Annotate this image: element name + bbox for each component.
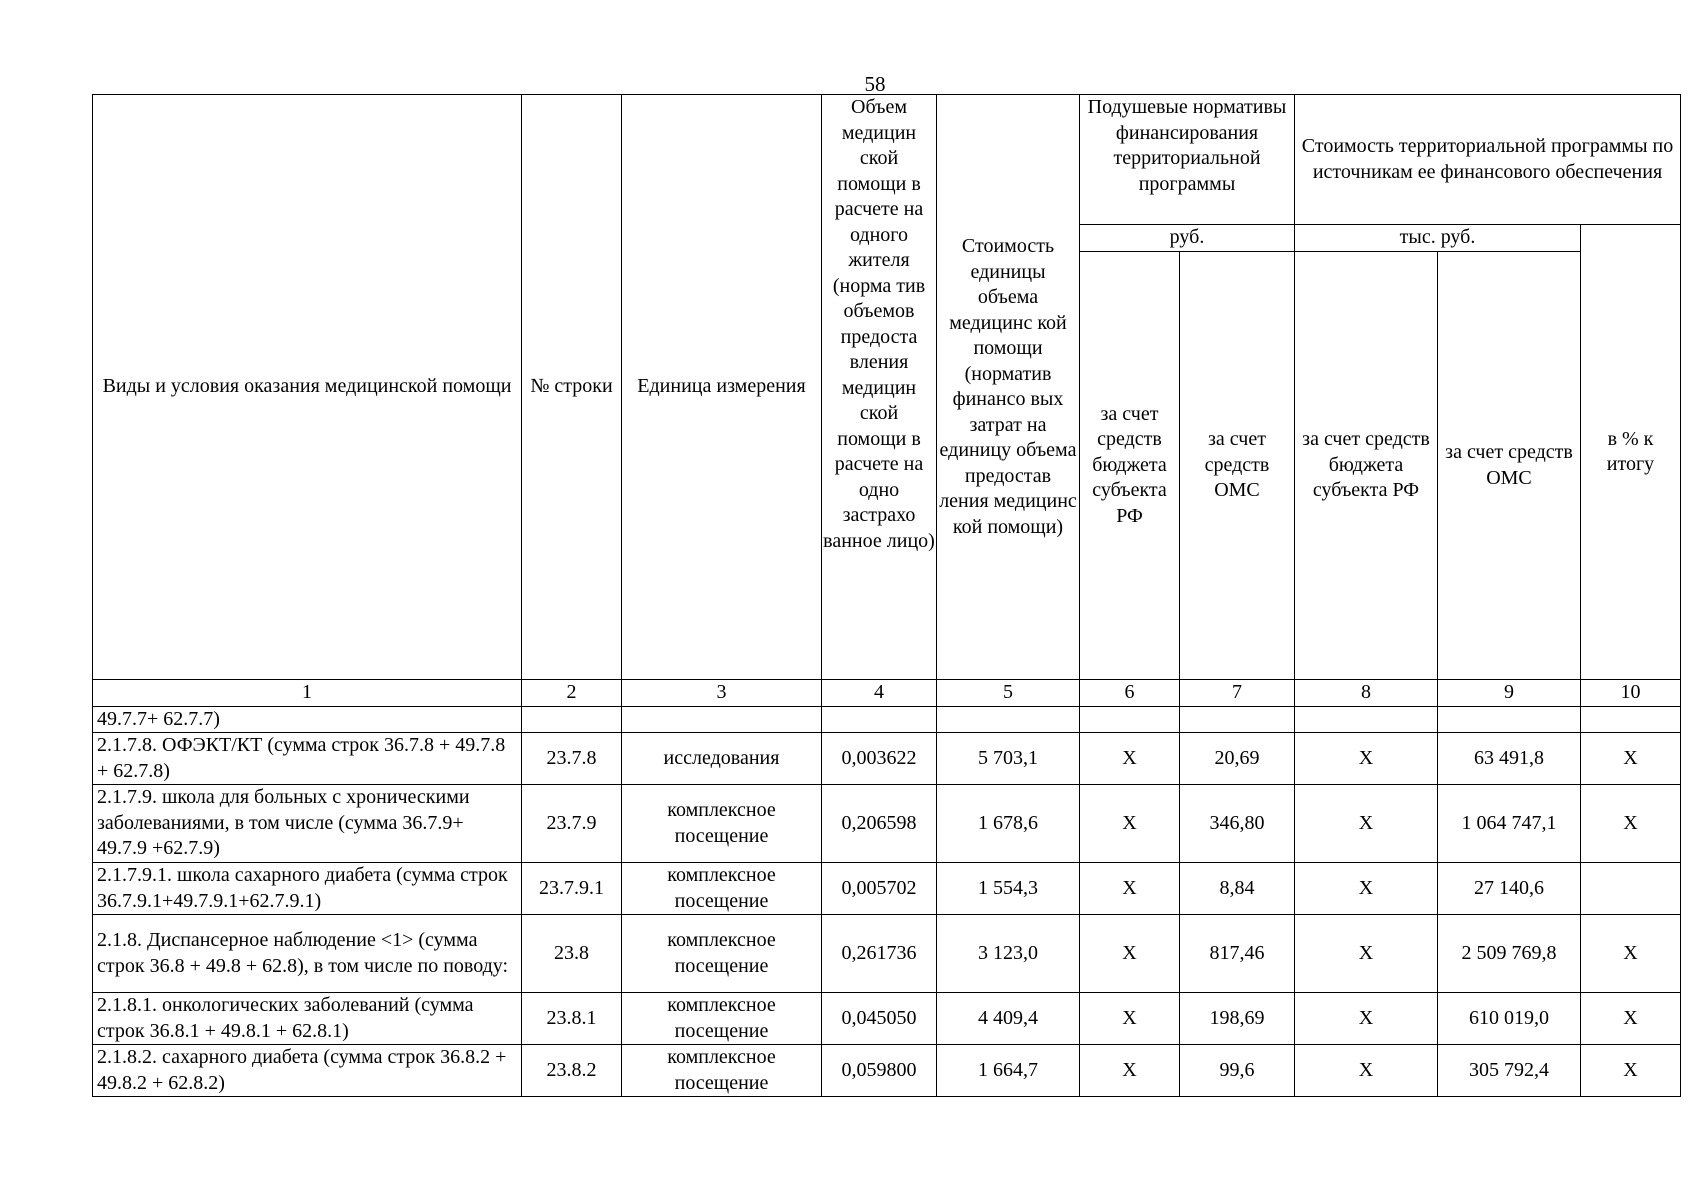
cost-cell: 4 409,4 bbox=[937, 993, 1080, 1045]
header-oms-col9: за счет средств ОМС bbox=[1438, 252, 1581, 680]
header-unit: Единица измерения bbox=[622, 95, 822, 680]
oms-thous-cell: 305 792,4 bbox=[1438, 1045, 1581, 1097]
financing-table bbox=[92, 94, 1681, 1097]
header-kind: Виды и условия оказания медицинской помощи bbox=[93, 95, 522, 680]
volume-cell bbox=[822, 706, 937, 733]
header-per-capita: Подушевые нормативы финансирования территориальной программы bbox=[1080, 95, 1295, 225]
unit-cell bbox=[622, 706, 822, 733]
budget-rub-cell: X bbox=[1080, 733, 1180, 785]
kind-cell: 2.1.7.9. школа для больных с хроническими заболеваниями, в том числе (сумма 36.7.9+ 49.7.9 +62.7.9) bbox=[93, 785, 522, 863]
oms-rub-cell: 99,6 bbox=[1180, 1045, 1295, 1097]
table-row bbox=[93, 733, 1681, 785]
percent-cell bbox=[1581, 706, 1681, 733]
budget-thous-cell: X bbox=[1295, 1045, 1438, 1097]
col-number: 4 bbox=[822, 680, 937, 707]
unit-cell: комплексное посещение bbox=[622, 785, 822, 863]
table-body bbox=[93, 706, 1681, 1097]
percent-cell: X bbox=[1581, 1045, 1681, 1097]
row-no-cell: 23.7.8 bbox=[522, 733, 622, 785]
kind-cell: 2.1.8.1. онкологических заболеваний (сумма строк 36.8.1 + 49.8.1 + 62.8.1) bbox=[93, 993, 522, 1045]
oms-rub-cell bbox=[1180, 706, 1295, 733]
kind-cell: 2.1.7.8. ОФЭКТ/КТ (сумма строк 36.7.8 + 49.7.8 + 62.7.8) bbox=[93, 733, 522, 785]
oms-thous-cell: 63 491,8 bbox=[1438, 733, 1581, 785]
table-row bbox=[93, 915, 1681, 993]
col-number: 5 bbox=[937, 680, 1080, 707]
header-rub: руб. bbox=[1080, 225, 1295, 252]
kind-cell: 2.1.7.9.1. школа сахарного диабета (сумма строк 36.7.9.1+49.7.9.1+62.7.9.1) bbox=[93, 863, 522, 915]
row-no-cell: 23.8.1 bbox=[522, 993, 622, 1045]
oms-rub-cell: 817,46 bbox=[1180, 915, 1295, 993]
budget-rub-cell: X bbox=[1080, 1045, 1180, 1097]
oms-rub-cell: 8,84 bbox=[1180, 863, 1295, 915]
header-cost: Стоимость единицы объема медицинс кой помощи (норматив финансо вых затрат на единицу объема предостав ления медицинс кой помощи) bbox=[937, 95, 1080, 680]
percent-cell: X bbox=[1581, 785, 1681, 863]
oms-thous-cell bbox=[1438, 706, 1581, 733]
budget-thous-cell: X bbox=[1295, 915, 1438, 993]
header-program-cost: Стоимость территориальной программы по источникам ее финансового обеспечения bbox=[1295, 95, 1681, 225]
volume-cell: 0,261736 bbox=[822, 915, 937, 993]
budget-thous-cell: X bbox=[1295, 863, 1438, 915]
col-number: 1 bbox=[93, 680, 522, 707]
cost-cell: 1 664,7 bbox=[937, 1045, 1080, 1097]
percent-cell bbox=[1581, 863, 1681, 915]
percent-cell: X bbox=[1581, 733, 1681, 785]
col-number: 2 bbox=[522, 680, 622, 707]
page-number: 58 bbox=[864, 72, 886, 96]
volume-cell: 0,059800 bbox=[822, 1045, 937, 1097]
col-number: 10 bbox=[1581, 680, 1681, 707]
kind-cell: 2.1.8.2. сахарного диабета (сумма строк 36.8.2 + 49.8.2 + 62.8.2) bbox=[93, 1045, 522, 1097]
budget-thous-cell bbox=[1295, 706, 1438, 733]
kind-cell: 49.7.7+ 62.7.7) bbox=[93, 706, 522, 733]
budget-thous-cell: X bbox=[1295, 733, 1438, 785]
header-row-no: № строки bbox=[522, 95, 622, 680]
oms-thous-cell: 1 064 747,1 bbox=[1438, 785, 1581, 863]
unit-cell: исследования bbox=[622, 733, 822, 785]
col-number: 3 bbox=[622, 680, 822, 707]
row-no-cell: 23.8.2 bbox=[522, 1045, 622, 1097]
budget-rub-cell: X bbox=[1080, 993, 1180, 1045]
volume-cell: 0,206598 bbox=[822, 785, 937, 863]
table-row bbox=[93, 993, 1681, 1045]
oms-thous-cell: 27 140,6 bbox=[1438, 863, 1581, 915]
row-no-cell: 23.8 bbox=[522, 915, 622, 993]
percent-cell: X bbox=[1581, 993, 1681, 1045]
cost-cell: 5 703,1 bbox=[937, 733, 1080, 785]
budget-thous-cell: X bbox=[1295, 993, 1438, 1045]
table-row bbox=[93, 1045, 1681, 1097]
column-number-row bbox=[93, 680, 1681, 707]
budget-rub-cell bbox=[1080, 706, 1180, 733]
volume-cell: 0,003622 bbox=[822, 733, 937, 785]
col-number: 8 bbox=[1295, 680, 1438, 707]
unit-cell: комплексное посещение bbox=[622, 863, 822, 915]
col-number: 9 bbox=[1438, 680, 1581, 707]
oms-thous-cell: 2 509 769,8 bbox=[1438, 915, 1581, 993]
budget-thous-cell: X bbox=[1295, 785, 1438, 863]
cost-cell bbox=[937, 706, 1080, 733]
cost-cell: 1 678,6 bbox=[937, 785, 1080, 863]
header-budget-col6: за счет средств бюджета субъекта РФ bbox=[1080, 252, 1180, 680]
unit-cell: комплексное посещение bbox=[622, 993, 822, 1045]
row-no-cell: 23.7.9 bbox=[522, 785, 622, 863]
budget-rub-cell: X bbox=[1080, 785, 1180, 863]
kind-cell: 2.1.8. Диспансерное наблюдение <1> (сумма строк 36.8 + 49.8 + 62.8), в том числе по поводу: bbox=[93, 915, 522, 993]
header-volume: Объем медицин ской помощи в расчете на одного жителя (норма тив объемов предоста вления медицин ской помощи в расчете на одно застрахо ванное лицо) bbox=[822, 95, 937, 680]
row-no-cell bbox=[522, 706, 622, 733]
row-no-cell: 23.7.9.1 bbox=[522, 863, 622, 915]
table-row bbox=[93, 785, 1681, 863]
unit-cell: комплексное посещение bbox=[622, 1045, 822, 1097]
col-number: 6 bbox=[1080, 680, 1180, 707]
header-oms-col7: за счет средств ОМС bbox=[1180, 252, 1295, 680]
oms-rub-cell: 346,80 bbox=[1180, 785, 1295, 863]
table-row bbox=[93, 706, 1681, 733]
volume-cell: 0,005702 bbox=[822, 863, 937, 915]
unit-cell: комплексное посещение bbox=[622, 915, 822, 993]
budget-rub-cell: X bbox=[1080, 863, 1180, 915]
oms-rub-cell: 198,69 bbox=[1180, 993, 1295, 1045]
cost-cell: 1 554,3 bbox=[937, 863, 1080, 915]
percent-cell: X bbox=[1581, 915, 1681, 993]
budget-rub-cell: X bbox=[1080, 915, 1180, 993]
header-thous-rub: тыс. руб. bbox=[1295, 225, 1581, 252]
oms-thous-cell: 610 019,0 bbox=[1438, 993, 1581, 1045]
volume-cell: 0,045050 bbox=[822, 993, 937, 1045]
cost-cell: 3 123,0 bbox=[937, 915, 1080, 993]
table-row bbox=[93, 863, 1681, 915]
header-percent: в % к итогу bbox=[1581, 225, 1681, 680]
oms-rub-cell: 20,69 bbox=[1180, 733, 1295, 785]
header-budget-col8: за счет средств бюджета субъекта РФ bbox=[1295, 252, 1438, 680]
col-number: 7 bbox=[1180, 680, 1295, 707]
